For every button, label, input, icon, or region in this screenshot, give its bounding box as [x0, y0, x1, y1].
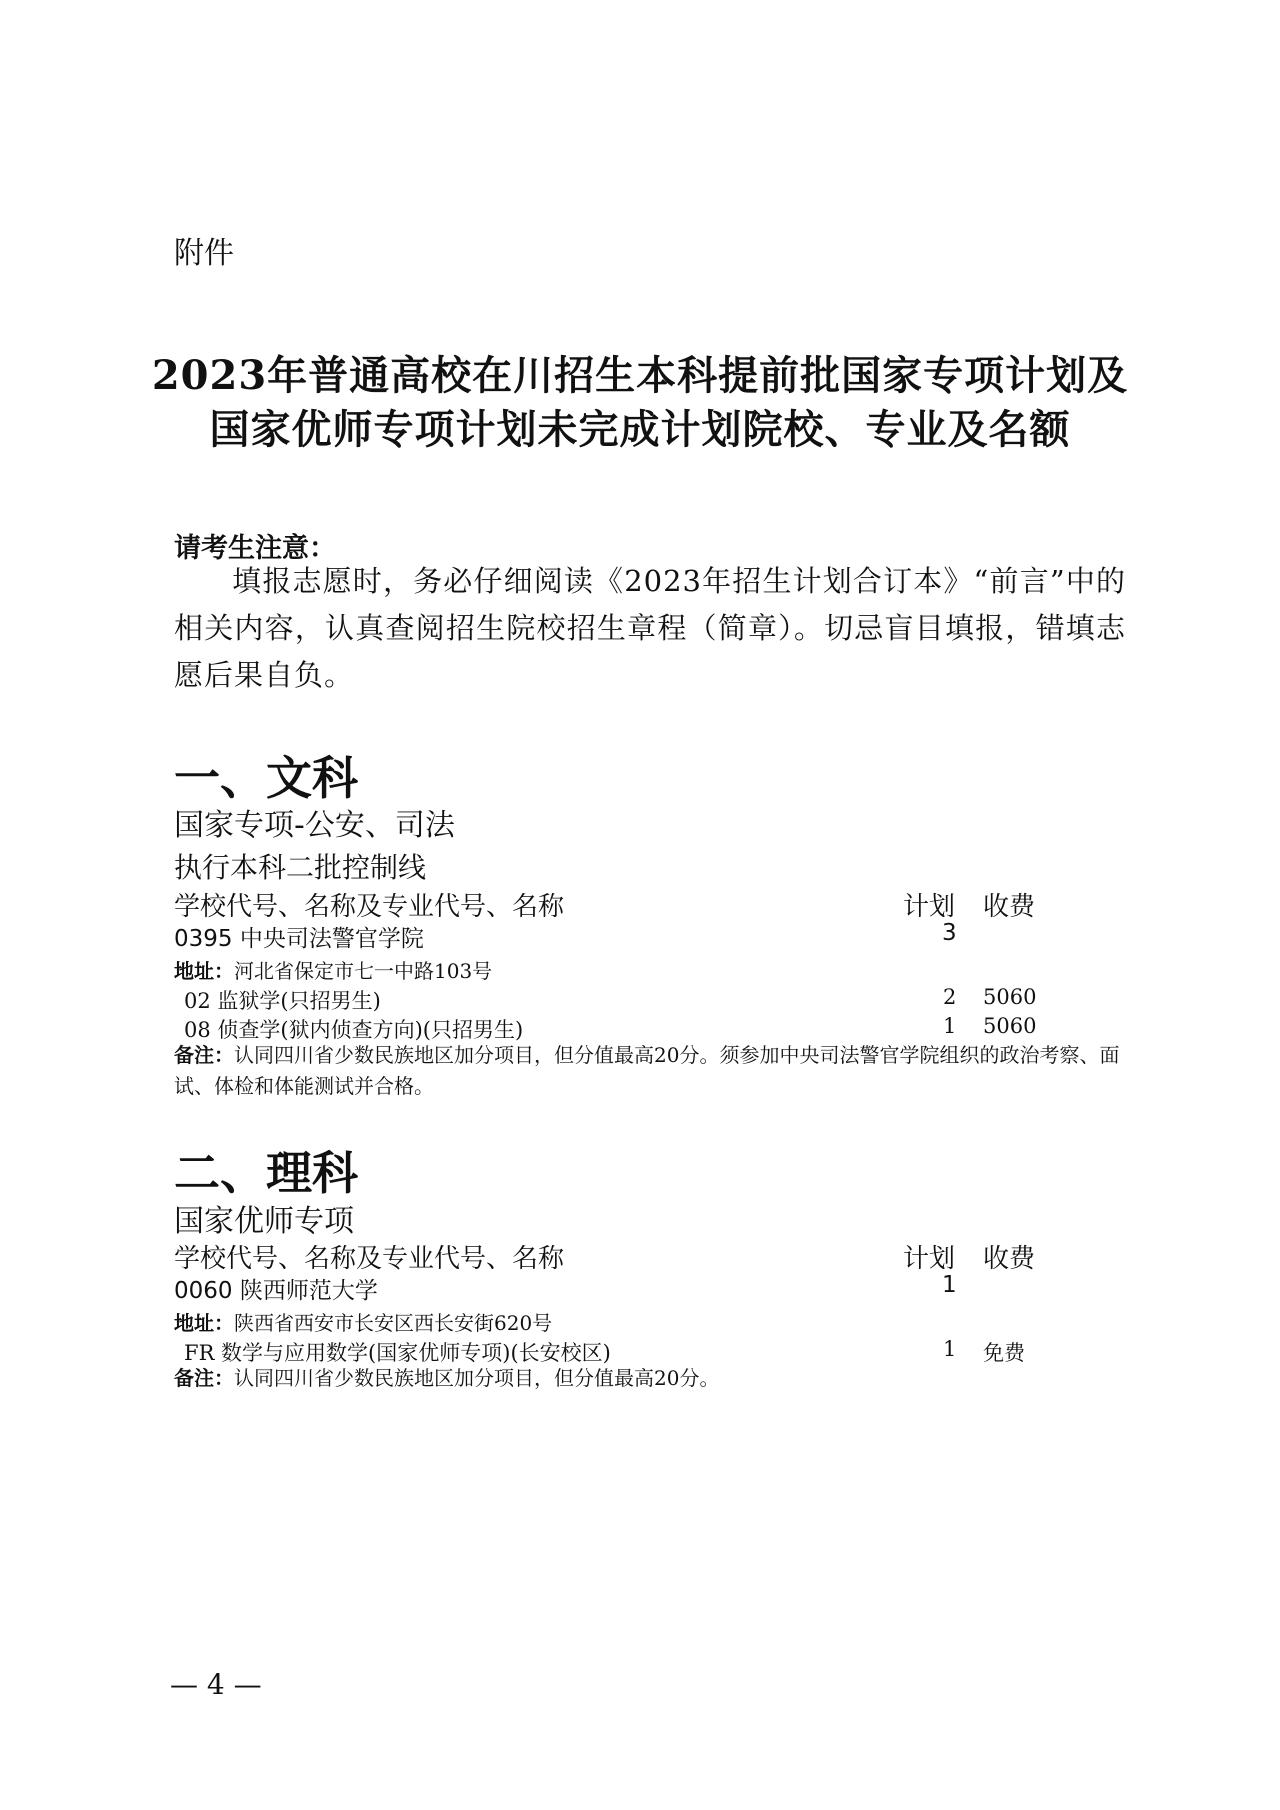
major-row-name: 02 监狱学(只招男生): [184, 989, 381, 1013]
major-row-name: 08 侦查学(狱内侦查方向)(只招男生): [184, 1018, 524, 1042]
control-line-label: 执行本科二批控制线: [174, 851, 427, 884]
attachment-label: 附件: [174, 236, 234, 271]
table-header-plan: 计划: [903, 892, 956, 922]
table-header-fee: 收费: [983, 1244, 1036, 1274]
page-title-line-1: 2023年普通高校在川招生本科提前批国家专项计划及: [151, 352, 1129, 399]
major-row-name: FR 数学与应用数学(国家优师专项)(长安校区): [184, 1341, 611, 1365]
table-header-fee: 收费: [983, 892, 1036, 922]
address-label: 地址：: [174, 1311, 234, 1335]
major-row-plan: 1: [943, 1014, 957, 1038]
school-address: 地址：河北省保定市七一中路103号: [174, 959, 493, 983]
section-heading-liberal-arts: 一、文科: [174, 751, 358, 805]
major-row-plan: 2: [943, 985, 957, 1009]
remark: 备注：认同四川省少数民族地区加分项目，但分值最高20分。须参加中央司法警官学院组织的政治考察、面试、体检和体能测试并合格。: [174, 1043, 1120, 1098]
category-label: 国家优师专项: [174, 1204, 354, 1239]
school-plan: 3: [942, 920, 957, 946]
school-name: 0395 中央司法警官学院: [174, 926, 424, 952]
address-label: 地址：: [174, 959, 234, 983]
category-label: 国家专项-公安、司法: [174, 808, 455, 843]
major-row-fee: 5060: [983, 985, 1037, 1009]
section-heading-science: 二、理科: [174, 1146, 358, 1200]
remark-label: 备注：: [174, 1043, 234, 1067]
notice-heading: 请考生注意：: [174, 533, 336, 564]
page-number: — 4 —: [170, 1668, 262, 1701]
school-name: 0060 陕西师范大学: [174, 1278, 378, 1304]
major-row-fee: 5060: [983, 1014, 1037, 1038]
school-address: 地址：陕西省西安市长安区西长安街620号: [174, 1311, 553, 1335]
remark: 备注：认同四川省少数民族地区加分项目，但分值最高20分。: [174, 1366, 720, 1390]
page-title-line-2: 国家优师专项计划未完成计划院校、专业及名额: [209, 406, 1071, 453]
school-plan: 1: [942, 1272, 957, 1298]
table-header-name: 学校代号、名称及专业代号、名称: [174, 1244, 565, 1274]
notice-body: 填报志愿时，务必仔细阅读《2023年招生计划合订本》“前言”中的相关内容，认真查阅招生院校招生章程（简章）。切忌盲目填报，错填志愿后果自负。: [174, 564, 1126, 692]
major-row-plan: 1: [943, 1337, 957, 1361]
remark-label: 备注：: [174, 1366, 234, 1390]
major-row-fee: 免费: [983, 1341, 1025, 1365]
table-header-name: 学校代号、名称及专业代号、名称: [174, 892, 565, 922]
table-header-plan: 计划: [903, 1244, 956, 1274]
